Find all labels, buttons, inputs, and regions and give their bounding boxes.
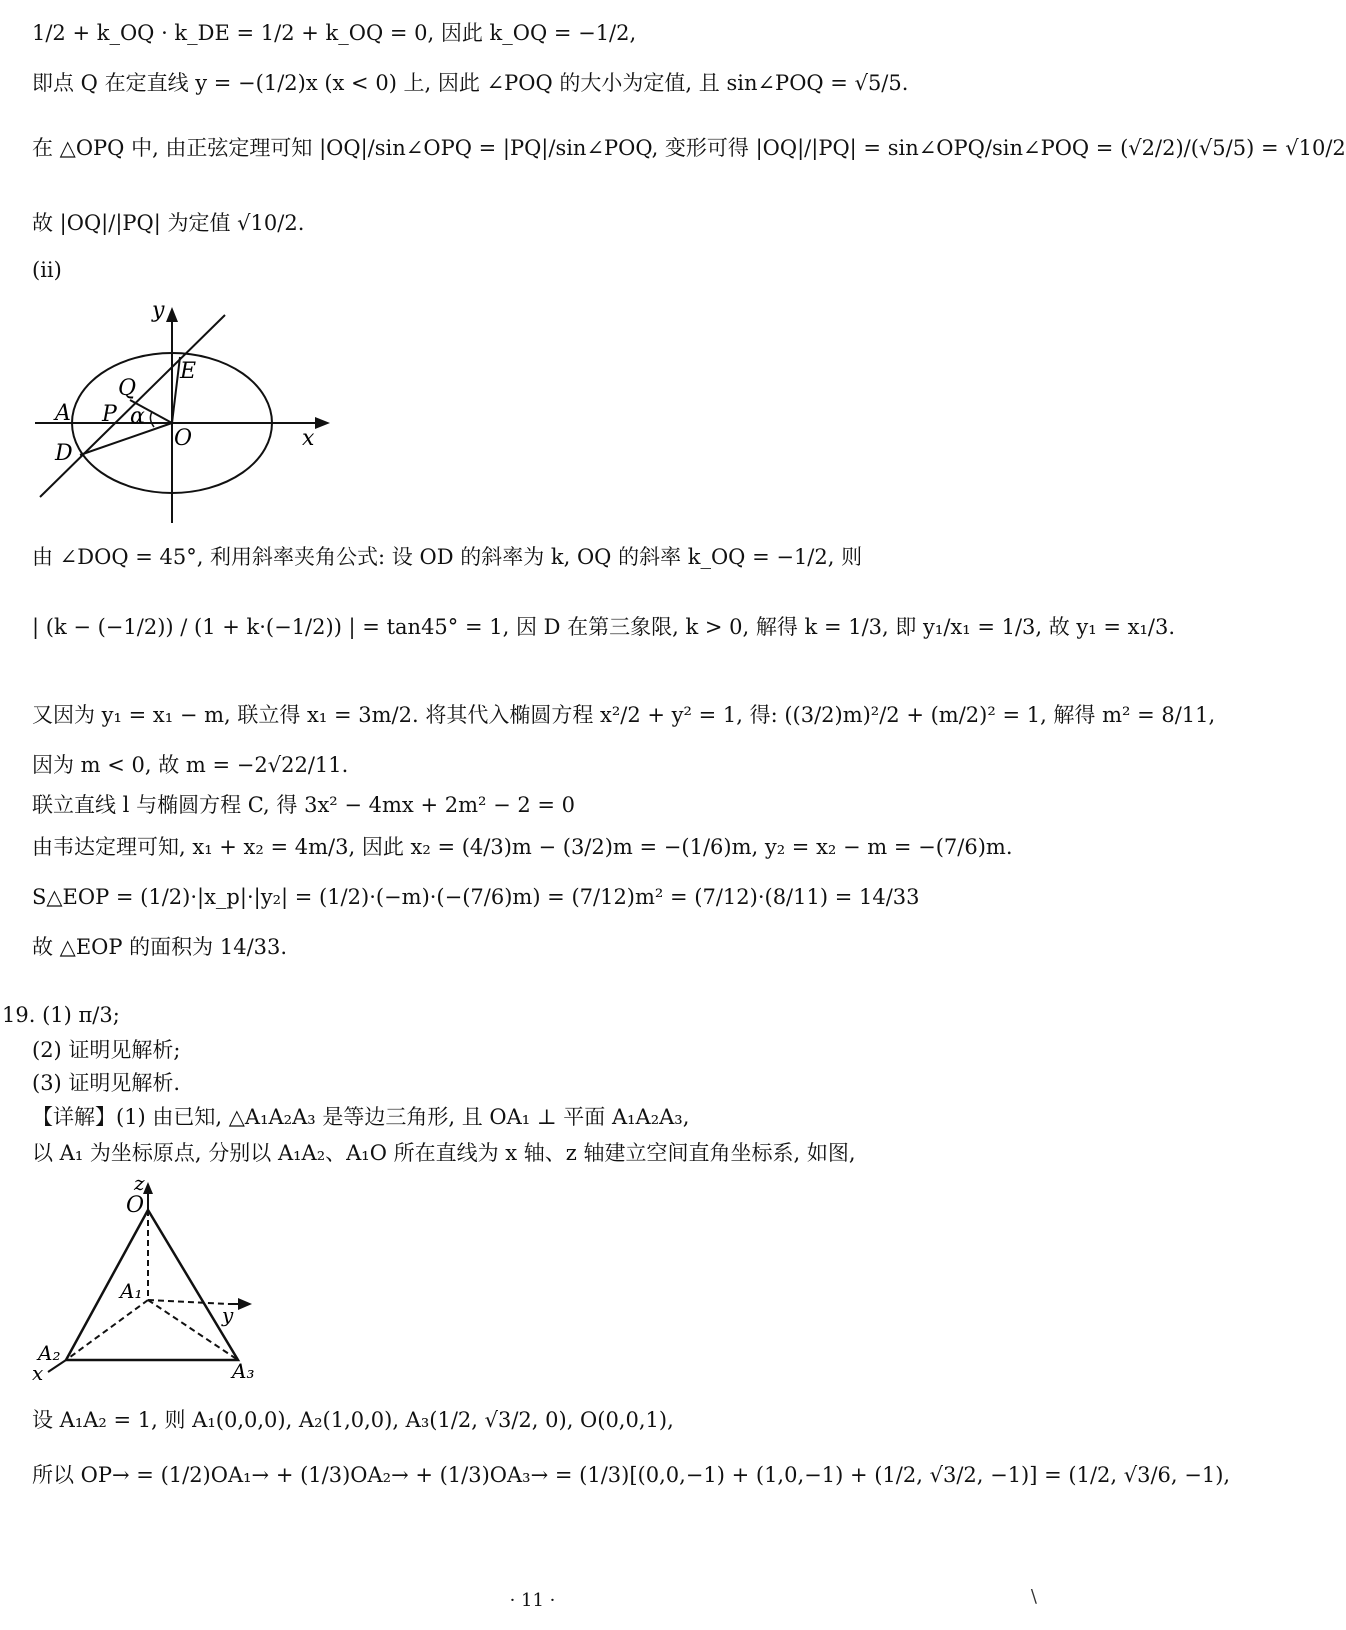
angle-arc <box>150 412 154 427</box>
tetrahedron-figure <box>28 1171 278 1405</box>
label-A1: A₁ <box>120 1279 143 1303</box>
y-axis-arrow <box>166 307 178 322</box>
label-A: A <box>55 401 71 426</box>
text-line: 1/2 + k_OQ · k_DE = 1/2 + k_OQ = 0, 因此 k_OQ = −1/2, <box>32 21 637 45</box>
label-alpha: α <box>130 404 145 429</box>
outer-triangle <box>66 1210 238 1360</box>
text-line: 在 △OPQ 中, 由正弦定理可知 |OQ|/sin∠OPQ = |PQ|/sin∠POQ, 变形可得 |OQ|/|PQ| = sin∠OPQ/sin∠POQ = (√2/2)/(√5/5) = √10/2 <box>32 136 1346 160</box>
edge-A1A2 <box>66 1300 148 1360</box>
y-axis-dashed <box>148 1300 228 1304</box>
label-O: O <box>174 426 193 451</box>
label-x: x <box>302 426 315 451</box>
label-y: y <box>222 1303 234 1327</box>
label-O: O <box>126 1193 145 1218</box>
corner-mark: \ <box>1030 1586 1037 1607</box>
text-line: 以 A₁ 为坐标原点, 分别以 A₁A₂、A₁O 所在直线为 x 轴、z 轴建立空间直角坐标系, 如图, <box>32 1141 856 1165</box>
text-line: S△EOP = (1/2)·|x_p|·|y₂| = (1/2)·(−m)·(−(7/6)m) = (7/12)m² = (7/12)·(8/11) = 14/33 <box>32 885 920 909</box>
text-line: 19. (1) π/3; <box>2 1003 120 1027</box>
text-line: 即点 Q 在定直线 y = −(1/2)x (x < 0) 上, 因此 ∠POQ 的大小为定值, 且 sin∠POQ = √5/5. <box>32 71 909 95</box>
label-x: x <box>32 1361 44 1385</box>
label-D: D <box>55 441 73 466</box>
label-Q: Q <box>118 376 137 401</box>
x-axis-arrow <box>315 417 330 429</box>
label-P: P <box>102 402 117 427</box>
label-E: E <box>180 359 197 384</box>
text-line: 由韦达定理可知, x₁ + x₂ = 4m/3, 因此 x₂ = (4/3)m − (3/2)m = −(1/6)m, y₂ = x₂ − m = −(7/6)m. <box>32 835 1013 859</box>
text-line: 又因为 y₁ = x₁ − m, 联立得 x₁ = 3m/2. 将其代入椭圆方程 x²/2 + y² = 1, 得: ((3/2)m)²/2 + (m/2)² = 1, 解得 m² = 8/11, <box>32 703 1216 727</box>
text-line: 【详解】(1) 由已知, △A₁A₂A₃ 是等边三角形, 且 OA₁ ⊥ 平面 A₁A₂A₃, <box>32 1105 690 1129</box>
text-line: 因为 m < 0, 故 m = −2√22/11. <box>32 753 349 777</box>
label-A2: A₂ <box>38 1341 61 1365</box>
segment-OD <box>80 423 172 455</box>
y-axis-arrow <box>238 1298 252 1310</box>
text-line: 联立直线 l 与椭圆方程 C, 得 3x² − 4mx + 2m² − 2 = 0 <box>32 793 576 817</box>
text-line: (2) 证明见解析; <box>32 1038 181 1062</box>
text-line: | (k − (−1/2)) / (1 + k·(−1/2)) | = tan45° = 1, 因 D 在第三象限, k > 0, 解得 k = 1/3, 即 y₁/x₁ = 1/3, 故 y₁ = x₁/3. <box>32 615 1176 639</box>
label-y: y <box>152 298 165 323</box>
text-line: 所以 OP→ = (1/2)OA₁→ + (1/3)OA₂→ + (1/3)OA₃→ = (1/3)[(0,0,−1) + (1,0,−1) + (1/2, √3/2, −1)] = (1/2, √3/6, −1), <box>32 1463 1231 1487</box>
text-line: 故 △EOP 的面积为 14/33. <box>32 935 288 959</box>
label-A3: A₃ <box>232 1359 255 1383</box>
text-line: 由 ∠DOQ = 45°, 利用斜率夹角公式: 设 OD 的斜率为 k, OQ 的斜率 k_OQ = −1/2, 则 <box>32 545 863 569</box>
text-line: (3) 证明见解析. <box>32 1071 181 1095</box>
text-line: (ii) <box>32 258 62 282</box>
ellipse-figure <box>30 295 340 530</box>
label-z: z <box>134 1171 145 1195</box>
page-number: · 11 · <box>509 1590 556 1611</box>
text-line: 故 |OQ|/|PQ| 为定值 √10/2. <box>32 211 305 235</box>
text-line: 设 A₁A₂ = 1, 则 A₁(0,0,0), A₂(1,0,0), A₃(1/2, √3/2, 0), O(0,0,1), <box>32 1408 674 1432</box>
